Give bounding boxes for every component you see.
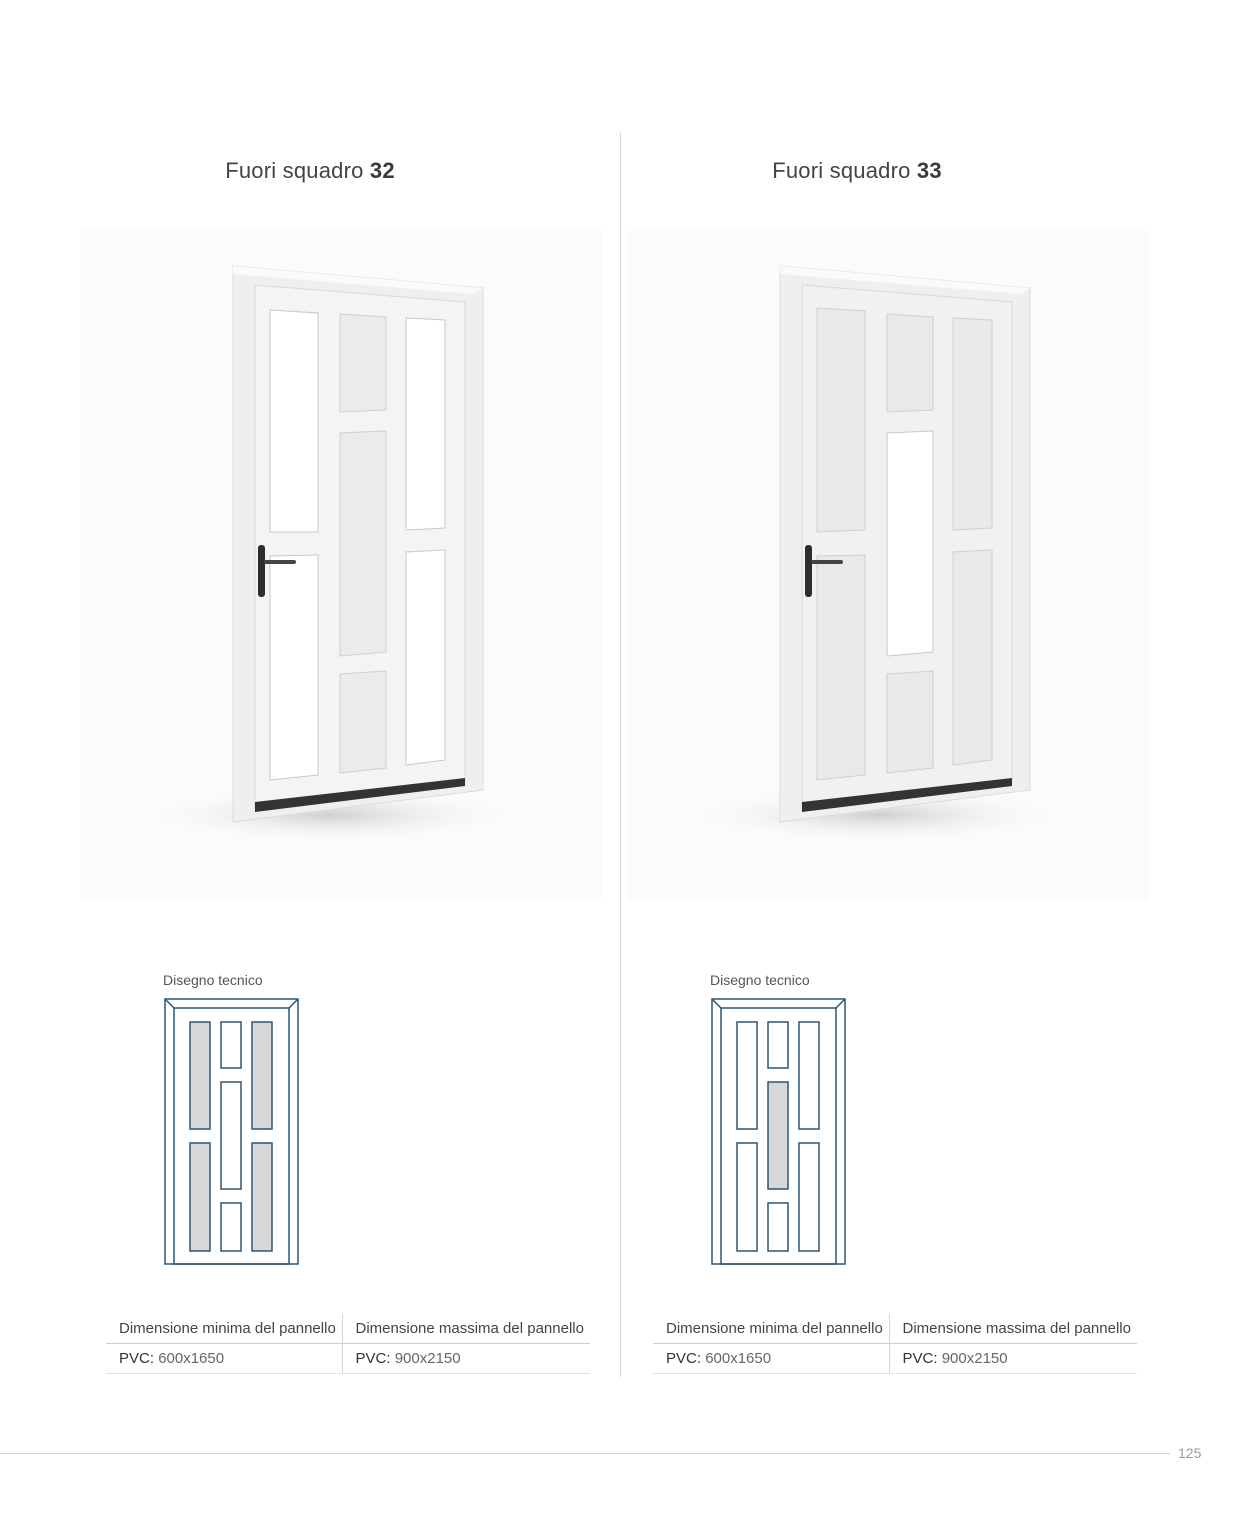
product-title-prefix: Fuori squadro — [772, 158, 911, 183]
door-photo — [80, 230, 602, 900]
product-33 — [547, 0, 1167, 1400]
door-photo — [627, 230, 1149, 900]
min-size-cell — [106, 1344, 342, 1374]
max-size-header: Dimensione massima del pannello — [889, 1314, 1137, 1344]
product-title-number: 32 — [369, 158, 395, 183]
min-size-header: Dimensione minima del pannello — [106, 1314, 342, 1344]
min-size-value: 600x1650 — [158, 1350, 225, 1367]
min-size-cell — [653, 1344, 889, 1374]
footer-rule — [0, 1453, 1170, 1454]
max-size-value: 900x2150 — [941, 1350, 1008, 1367]
max-size-cell — [889, 1344, 1137, 1374]
product-title — [547, 158, 1167, 184]
product-32 — [0, 0, 620, 1400]
max-size-value: 900x2150 — [394, 1350, 461, 1367]
tech-drawing-label: Disegno tecnico — [710, 972, 810, 988]
min-size-material: PVC: — [119, 1350, 155, 1367]
tech-drawing — [709, 996, 849, 1268]
min-size-material: PVC: — [666, 1350, 702, 1367]
max-size-material: PVC: — [355, 1350, 391, 1367]
specs-table — [106, 1314, 590, 1374]
page-number: 125 — [1178, 1445, 1202, 1461]
product-title — [0, 158, 620, 184]
min-size-header: Dimensione minima del pannello — [653, 1314, 889, 1344]
tech-drawing — [162, 996, 302, 1268]
specs-table — [653, 1314, 1137, 1374]
product-title-number: 33 — [916, 158, 942, 183]
tech-drawing-label: Disegno tecnico — [163, 972, 263, 988]
product-title-prefix: Fuori squadro — [225, 158, 364, 183]
min-size-value: 600x1650 — [705, 1350, 772, 1367]
max-size-material: PVC: — [902, 1350, 938, 1367]
max-size-header: Dimensione massima del pannello — [342, 1314, 590, 1344]
